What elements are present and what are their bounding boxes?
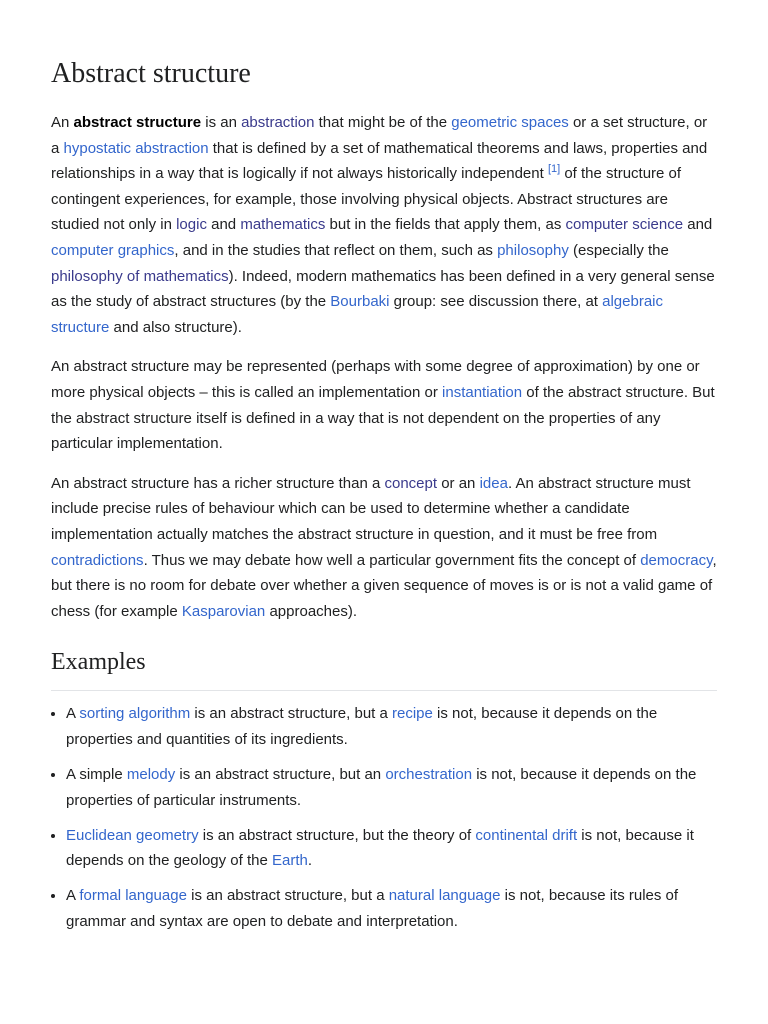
text: ). Indeed, modern mathematics has been defined in a very general sense as the study of abstract structures (by the (51, 267, 715, 311)
text: or a set structure, or a (51, 114, 708, 157)
link-philosophy[interactable]: philosophy (497, 241, 569, 259)
link-philosophy-of-mathematics[interactable]: philosophy of mathematics (51, 267, 229, 285)
link-computer-science[interactable]: computer science (565, 216, 684, 234)
link-democracy[interactable]: democracy (640, 551, 713, 569)
text: (especially the (568, 241, 669, 259)
text: that is defined by a set of mathematical theorems and laws, properties and relationships in a way that is logically if not always historically independent (51, 139, 708, 183)
text: or an (437, 474, 480, 492)
text: is an abstract structure, but a (190, 705, 393, 723)
link-continental-drift[interactable]: continental drift (475, 826, 578, 844)
list-item (66, 883, 717, 934)
text: is not, because it depends on the properties of particular instruments. (66, 765, 697, 809)
link-concept[interactable]: concept (384, 474, 438, 492)
text: of the structure of contingent experiences, for example, those involving physical objects. Abstract structures are studied not only in (51, 165, 682, 234)
link-bourbaki[interactable]: Bourbaki (330, 293, 390, 311)
text: is an abstract structure, but the theory of (198, 826, 476, 844)
link-algebraic-structure[interactable]: algebraic structure (51, 293, 663, 336)
text: but in the fields that apply them, as (325, 216, 566, 234)
text: An abstract structure has a richer structure than a (51, 474, 385, 492)
list-item (66, 823, 717, 874)
text: A simple (66, 765, 127, 783)
text: . (307, 852, 313, 870)
link-contradictions[interactable]: contradictions (51, 551, 144, 569)
text: is an abstract structure, but a (186, 887, 389, 905)
text: approaches). (265, 602, 358, 620)
link-natural-language[interactable]: natural language (388, 887, 501, 905)
link-formal-language[interactable]: formal language (79, 887, 187, 905)
text: of the abstract structure. But the abstract structure itself is defined in a way that is not dependent on the properties of any particular implementation. (51, 383, 715, 453)
link-mathematics[interactable]: mathematics (240, 216, 326, 234)
bold-term: abstract structure (73, 114, 202, 131)
text: A (66, 705, 80, 723)
link-kasparovian[interactable]: Kasparovian (181, 602, 266, 620)
link-recipe[interactable]: recipe (392, 705, 433, 723)
text: is not, because it depends on the geology of the (66, 826, 694, 870)
text: is an (201, 114, 242, 131)
paragraph-intro (51, 110, 717, 340)
link-euclidean-geometry[interactable]: Euclidean geometry (66, 826, 199, 844)
link-orchestration[interactable]: orchestration (385, 765, 473, 783)
text: . Thus we may debate how well a particular government fits the concept of (143, 551, 641, 569)
link-logic[interactable]: logic (176, 216, 207, 234)
examples-list (51, 701, 717, 934)
link-computer-graphics[interactable]: computer graphics (51, 241, 175, 259)
text: is not, because it depends on the properties and quantities of its ingredients. (66, 705, 658, 748)
link-melody[interactable]: melody (126, 765, 176, 783)
link-sorting-algorithm[interactable]: sorting algorithm (79, 705, 191, 723)
text: and (206, 216, 241, 234)
link-earth[interactable]: Earth (272, 852, 308, 870)
text: , but there is no room for debate over whether a given sequence of moves is or is not a valid game of chess (for example (51, 551, 717, 620)
text: An (51, 114, 74, 131)
list-item (66, 762, 717, 813)
text: An abstract structure may be represented (perhaps with some degree of approximation) by one or more physical objects – this is called an implementation or (51, 358, 700, 401)
section-heading-examples: Examples (51, 646, 717, 691)
text: , and in the studies that reflect on them, such as (174, 241, 498, 259)
link-hypostatic-abstraction[interactable]: hypostatic abstraction (63, 139, 209, 157)
text: and also structure). (109, 318, 242, 336)
text: that might be of the (314, 114, 452, 131)
paragraph-implementation (51, 354, 717, 456)
text: . An abstract structure must include precise rules of behaviour which can be used to determine whether a candidate implementation actually matches the abstract structure in question, and it must be free from (51, 474, 691, 543)
link-abstraction[interactable]: abstraction (241, 114, 315, 131)
paragraph-richer-structure (51, 471, 717, 625)
link-instantiation[interactable]: instantiation (442, 383, 523, 401)
text: group: see discussion there, at (389, 293, 603, 311)
reference-link[interactable]: [1] (547, 163, 561, 176)
text: is not, because its rules of grammar and syntax are open to debate and interpretation. (66, 887, 679, 930)
text: A (66, 887, 80, 905)
link-geometric-spaces[interactable]: geometric spaces (451, 114, 569, 131)
list-item (66, 701, 717, 752)
link-idea[interactable]: idea (479, 474, 508, 492)
text: is an abstract structure, but an (175, 765, 386, 783)
text: and (683, 216, 713, 234)
page-title: Abstract structure (51, 58, 251, 89)
